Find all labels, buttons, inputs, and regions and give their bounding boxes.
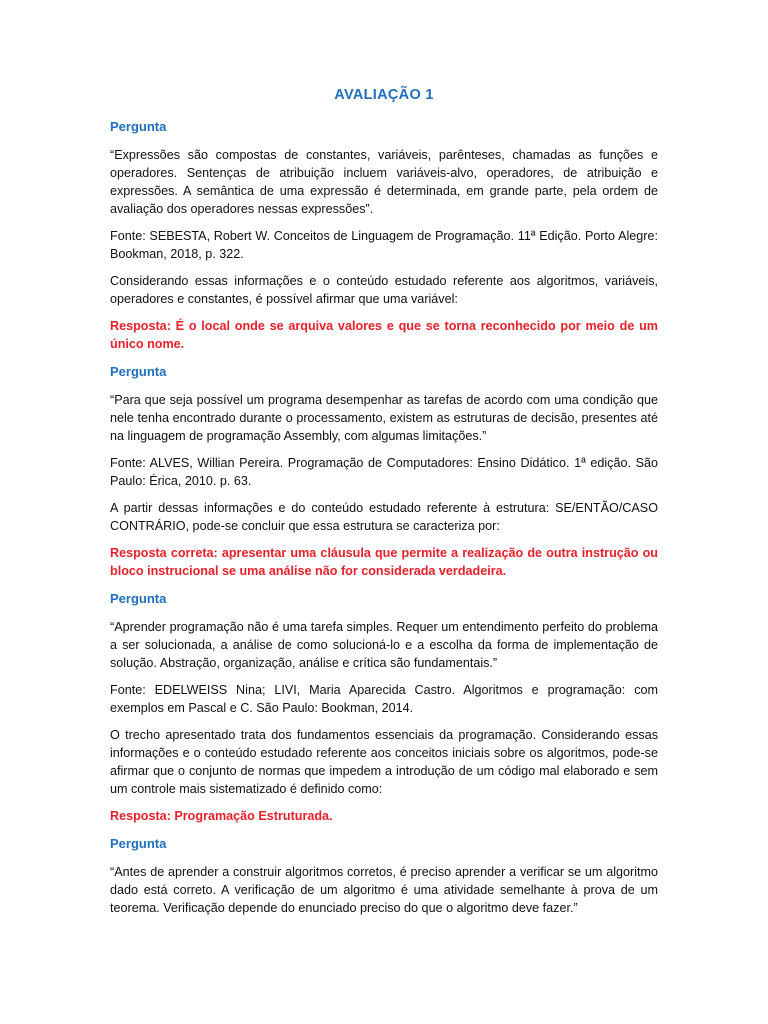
question-3 <box>110 590 658 825</box>
question-3-quote: “Aprender programação não é uma tarefa simples. Requer um entendimento perfeito do problema a ser solucionada, a análise de como solucioná-lo e a escolha da forma de implementação de solução. Abstração, organização, análise e crítica são fundamentais.” <box>110 620 658 670</box>
question-4-heading: Pergunta <box>110 836 167 851</box>
question-2 <box>110 363 658 580</box>
document-page <box>110 84 658 926</box>
question-3-answer: Resposta: Programação Estruturada. <box>110 809 333 823</box>
question-4-quote: “Antes de aprender a construir algoritmos corretos, é preciso aprender a verificar se um algoritmo dado está correto. A verificação de um algoritmo é uma atividade semelhante à prova de um teorema. Verificação depende do enunciado preciso do que o algoritmo deve fazer.” <box>110 865 658 915</box>
question-2-quote: “Para que seja possível um programa desempenhar as tarefas de acordo com uma condição que nele tenha encontrado durante o processamento, existem as estruturas de decisão, presentes até na linguagem de programação Assembly, com algumas limitações.” <box>110 393 658 443</box>
question-3-heading: Pergunta <box>110 591 167 606</box>
question-1-answer: Resposta: É o local onde se arquiva valores e que se torna reconhecido por meio de um único nome. <box>110 319 658 351</box>
question-2-heading: Pergunta <box>110 364 167 379</box>
question-1 <box>110 118 658 353</box>
question-1-source: Fonte: SEBESTA, Robert W. Conceitos de Linguagem de Programação. 11ª Edição. Porto Alegre: Bookman, 2018, p. 322. <box>110 229 658 261</box>
question-2-answer: Resposta correta: apresentar uma cláusula que permite a realização de outra instrução ou bloco instrucional se uma análise não for considerada verdadeira. <box>110 546 658 578</box>
question-1-prompt: Considerando essas informações e o conteúdo estudado referente aos algoritmos, variáveis, operadores e constantes, é possível afirmar que uma variável: <box>110 274 658 306</box>
question-4 <box>110 835 658 917</box>
question-1-heading: Pergunta <box>110 119 167 134</box>
question-2-prompt: A partir dessas informações e do conteúdo estudado referente à estrutura: SE/ENTÃO/CASO CONTRÁRIO, pode-se concluir que essa estrutura se caracteriza por: <box>110 501 658 533</box>
document-title: AVALIAÇÃO 1 <box>334 87 434 103</box>
question-1-quote: “Expressões são compostas de constantes, variáveis, parênteses, chamadas as funções e operadores. Sentenças de atribuição incluem variáveis-alvo, operadores, de atribuição e expressões. A semântica de uma expressão é determinada, em grande parte, pela ordem de avaliação dos operadores nessas expressões”. <box>110 148 658 216</box>
question-2-source: Fonte: ALVES, Willian Pereira. Programação de Computadores: Ensino Didático. 1ª edição. São Paulo: Érica, 2010. p. 63. <box>110 456 658 488</box>
question-3-prompt: O trecho apresentado trata dos fundamentos essenciais da programação. Considerando essas informações e o conteúdo estudado referente aos conceitos iniciais sobre os algoritmos, pode-se afirmar que o conjunto de normas que impedem a introdução de um código mal elaborado e sem um controle mais sistematizado é definido como: <box>110 728 658 796</box>
question-3-source: Fonte: EDELWEISS Nina; LIVI, Maria Aparecida Castro. Algoritmos e programação: com exemplos em Pascal e C. São Paulo: Bookman, 2014. <box>110 683 658 715</box>
